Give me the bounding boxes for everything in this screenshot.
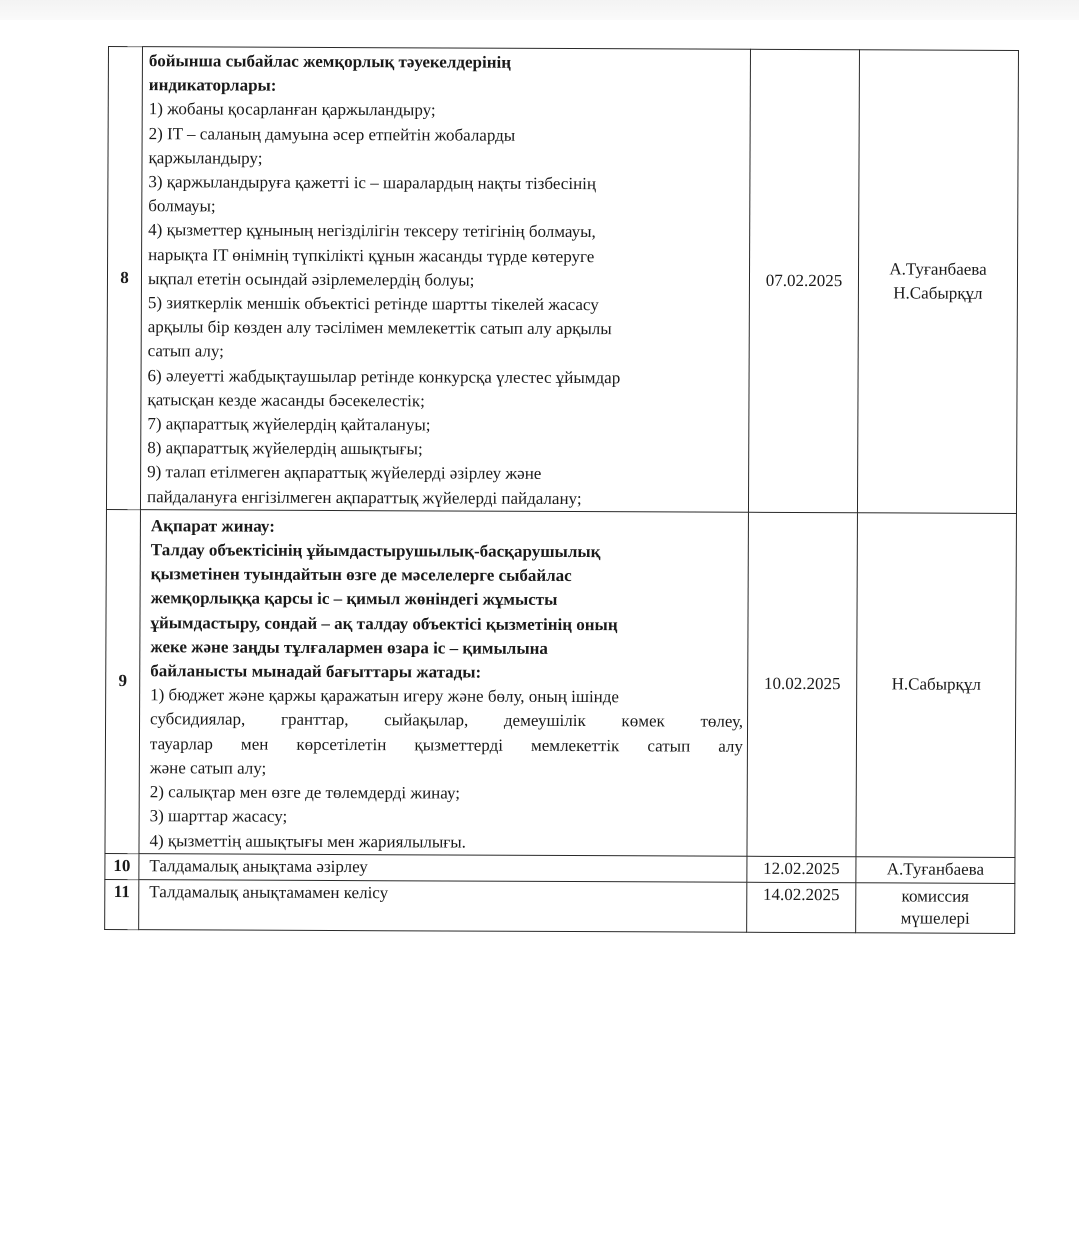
- description-line: 3) шарттар жасасу;: [149, 806, 288, 827]
- responsible-persons: [857, 50, 1018, 514]
- description-line: ықпал ететін осындай әзірлемелердің болуы;: [147, 269, 475, 290]
- description-line: тауарлар мен көрсетілетін қызметтерді мемлекеттік сатып алу: [149, 733, 743, 756]
- description-line: 7) ақпараттық жүйелердің қайталануы;: [147, 414, 431, 435]
- table-row: [105, 853, 1015, 883]
- table-row: [106, 47, 1018, 514]
- description-line: сатып алу;: [147, 341, 224, 361]
- row-number: 11: [105, 879, 139, 929]
- responsible-name: А.Туғанбаева: [889, 259, 987, 279]
- description-line: бойынша сыбайлас жемқорлық тәуекелдерінің: [148, 51, 512, 72]
- due-date: 14.02.2025: [747, 882, 856, 932]
- due-date: 12.02.2025: [747, 856, 856, 882]
- responsible-persons: [856, 513, 1016, 858]
- description-line: байланысты мынадай бағыттары жатады:: [150, 661, 482, 682]
- responsible-name: А.Туғанбаева: [856, 856, 1015, 883]
- responsible-name: комиссия: [901, 886, 970, 906]
- description-line: 5) зияткерлік меншік объектісі ретінде шартты тікелей жасасу: [147, 293, 599, 315]
- description-line: 3) қаржыландыруға қажетті іс – шаралардың нақты тізбесінің: [148, 172, 597, 194]
- description-line: 1) жобаны қосарланған қаржыландыру;: [148, 99, 436, 120]
- responsible-name: Н.Сабырқұл: [891, 674, 981, 694]
- description-line: 2) IT – саланың дамуына әсер етпейтін жобаларды: [148, 123, 516, 145]
- due-date: 07.02.2025: [748, 49, 859, 512]
- description-line: қызметінен туындайтын өзге де мәселелерге сыбайлас: [150, 564, 572, 586]
- due-date: 10.02.2025: [747, 512, 857, 856]
- row-number: 10: [105, 853, 139, 879]
- activity-description: [140, 47, 750, 513]
- description-line: 8) ақпараттық жүйелердің ашықтығы;: [147, 438, 423, 459]
- table-row: [105, 879, 1015, 933]
- activity-description: Талдамалық анықтама әзірлеу: [139, 853, 747, 882]
- row-number: 9: [105, 509, 140, 853]
- description-line: пайдалануға енгізілмеген ақпараттық жүйелерді пайдалану;: [146, 486, 582, 508]
- responsible-name: Н.Сабырқұл: [893, 283, 983, 303]
- description-line: болмауы;: [148, 196, 216, 216]
- description-line: Ақпарат жинау:: [150, 516, 275, 536]
- description-line: ұйымдастыру, сондай – ақ талдау объектісі қызметінің оның: [150, 612, 618, 634]
- description-line: жемқорлыққа қарсы іс – қимыл жөніндегі жұмысты: [150, 588, 558, 610]
- description-line: қатысқан кезде жасанды бәсекелестік;: [147, 390, 425, 411]
- description-line: 4) қызметтің ашықтығы мен жариялылығы.: [149, 830, 467, 852]
- responsible-name: мүшелері: [900, 908, 970, 928]
- description-line: нарықта IT өнімнің түпкілікті құнын жасанды түрде көтеруге: [148, 244, 595, 266]
- row-number: 8: [106, 47, 142, 510]
- description-line: 1) бюджет және қаржы қаражатын игеру және бөлу, оның ішінде: [150, 685, 620, 707]
- description-line: және сатып алу;: [149, 758, 267, 778]
- description-line: субсидиялар, гранттар, сыйақылар, демеушілік көмек төлеу,: [150, 709, 744, 732]
- table-row: [105, 509, 1016, 857]
- top-edge-strip: [0, 0, 1079, 20]
- description-line: 2) салықтар мен өзге де төлемдерді жинау;: [149, 782, 461, 803]
- activity-description: Талдамалық анықтамамен келісу: [139, 879, 747, 932]
- description-line: 4) қызметтер құнының негізділігін тексеру тетігінің болмауы,: [148, 220, 596, 242]
- description-line: индикаторлары:: [148, 75, 277, 95]
- description-line: арқылы бір көзден алу тәсілімен мемлекеттік сатып алу арқылы: [147, 317, 612, 339]
- description-line: қаржыландыру;: [148, 147, 263, 168]
- responsible-persons: [856, 882, 1015, 933]
- description-line: Талдау объектісінің ұйымдастырушылық-басқарушылық: [150, 540, 601, 562]
- activity-description: [139, 510, 748, 856]
- description-line: 9) талап етілмеген ақпараттық жүйелерді әзірлеу және: [147, 462, 542, 484]
- activity-plan-table: [104, 46, 1019, 934]
- description-line: жеке және заңды тұлғалармен өзара іс – қимылына: [150, 637, 548, 658]
- description-line: 6) әлеуетті жабдықтаушылар ретінде конкурсқа үлестес ұйымдар: [147, 365, 621, 387]
